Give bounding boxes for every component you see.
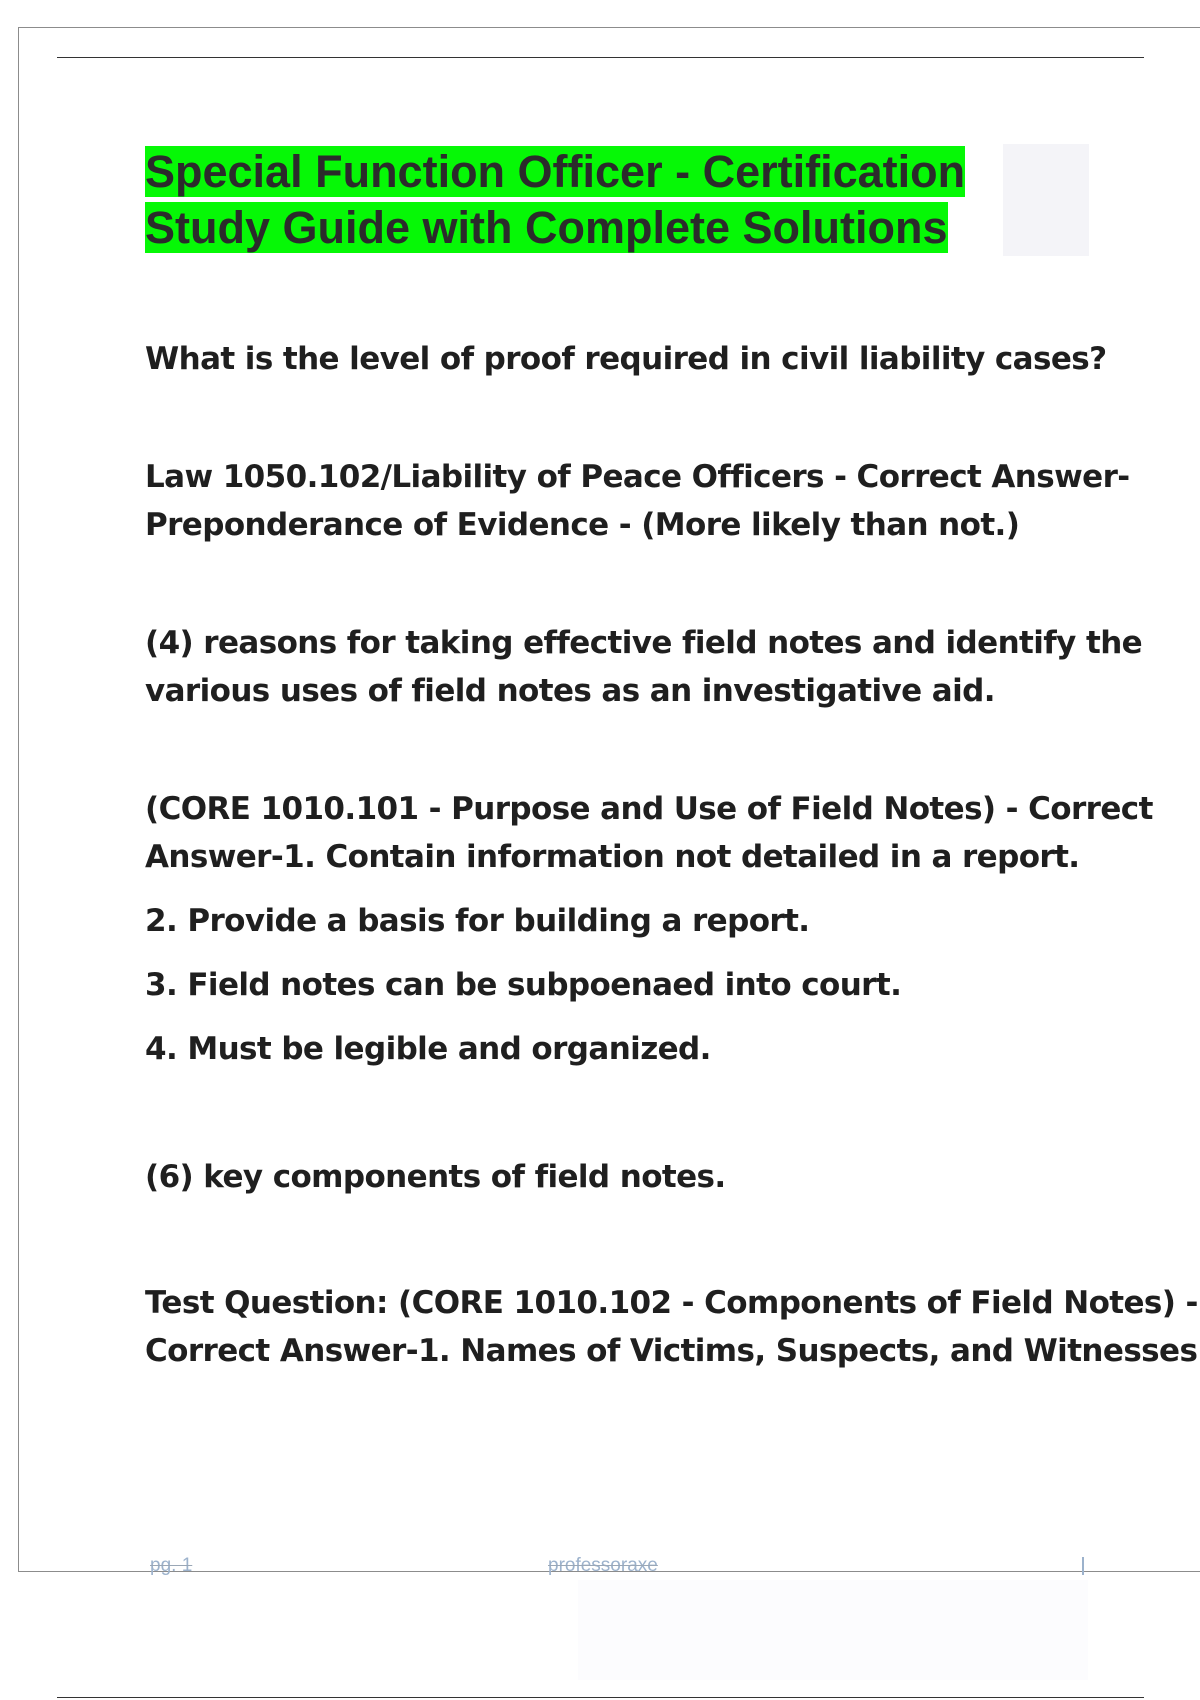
paragraph-line: (6) key components of field notes. — [145, 1159, 726, 1195]
list-item: 3. Field notes can be subpoenaed into court. — [145, 967, 902, 1003]
list-item: 2. Provide a basis for building a report. — [145, 903, 810, 939]
question-field-notes-reasons — [145, 619, 1143, 715]
paragraph-line: Answer-1. Contain information not detailed in a report. — [145, 839, 1080, 875]
question-field-notes-components — [145, 1153, 1105, 1201]
document-title — [145, 144, 1085, 256]
list-item: 4. Must be legible and organized. — [145, 1031, 711, 1067]
top-rule — [57, 57, 1144, 58]
document-body — [145, 335, 1198, 1375]
bottom-rule — [57, 1697, 1144, 1698]
answer-field-notes-reasons — [145, 785, 1153, 881]
question-civil-liability — [145, 335, 1105, 383]
footer-author: professoraxe — [548, 1555, 658, 1576]
title-line-2: Study Guide with Complete Solutions — [145, 202, 948, 253]
paragraph-line: Test Question: (CORE 1010.102 - Components of Field Notes) - — [145, 1285, 1198, 1321]
paragraph-line: various uses of field notes as an investigative aid. — [145, 673, 995, 709]
paragraph-line: Preponderance of Evidence - (More likely than not.) — [145, 507, 1020, 543]
paragraph-line: (CORE 1010.101 - Purpose and Use of Field Notes) - Correct — [145, 791, 1153, 827]
answer-civil-liability — [145, 453, 1130, 549]
title-line-1: Special Function Officer - Certification — [145, 146, 966, 197]
footer-background — [578, 1580, 1088, 1680]
footer-separator — [1082, 1557, 1084, 1575]
paragraph-line: Correct Answer-1. Names of Victims, Suspects, and Witnesses — [145, 1333, 1198, 1369]
answer-field-notes-components — [145, 1279, 1198, 1375]
paragraph-line: Law 1050.102/Liability of Peace Officers - Correct Answer- — [145, 459, 1130, 495]
paragraph-line: (4) reasons for taking effective field notes and identify the — [145, 625, 1143, 661]
paragraph-line: What is the level of proof required in civil liability cases? — [145, 341, 1107, 377]
footer-page-number: pg. 1 — [150, 1555, 193, 1576]
